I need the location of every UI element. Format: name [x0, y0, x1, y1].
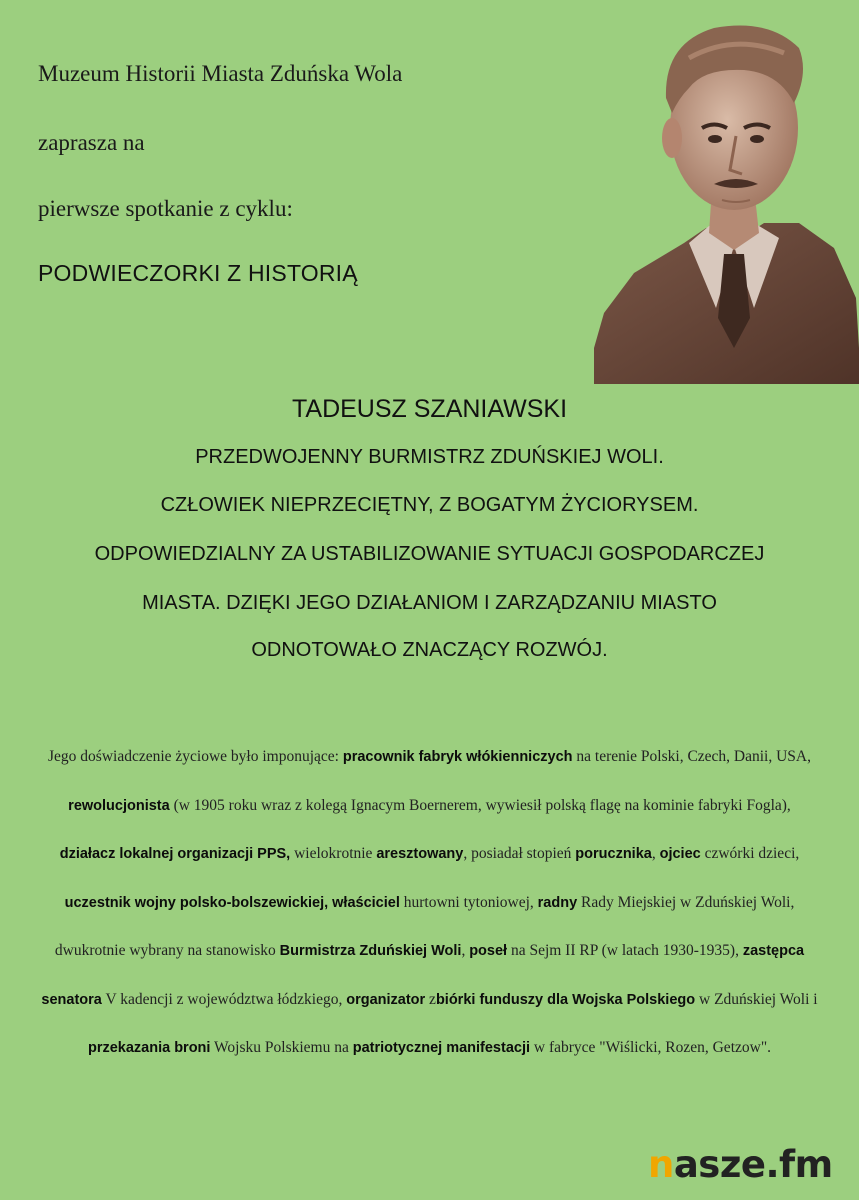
headline-line: ODPOWIEDZIALNY ZA USTABILIZOWANIE SYTUACJI GOSPODARCZEJ	[94, 543, 765, 565]
bio-text: Rady Miejskiej w Zduńskiej Woli, dwukrotnie wybrany na stanowisko	[54, 893, 795, 959]
bio-text: , posiadał stopień	[463, 845, 576, 862]
bio-highlight: przekazania broni	[87, 1040, 211, 1056]
portrait-icon	[594, 18, 859, 384]
bio-text: ,	[461, 942, 470, 959]
bio-text: na terenie Polski, Czech, Danii, USA,	[572, 748, 811, 765]
headline-line: MIASTA. DZIĘKI JEGO DZIAŁANIOM I ZARZĄDZANIU MIASTO	[142, 592, 717, 614]
bio-highlight: pracownik fabryk włókienniczych	[342, 749, 573, 765]
bio-highlight: rewolucjonista	[68, 797, 170, 814]
nasze-fm-logo	[648, 1143, 833, 1187]
bio-text: z	[425, 990, 436, 1008]
logo-accent-letter: n	[648, 1143, 674, 1186]
bio-highlight: radny	[537, 894, 578, 911]
museum-name: Muzeum Historii Miasta Zduńska Wola	[38, 61, 403, 86]
headline-line: PRZEDWOJENNY BURMISTRZ ZDUŃSKIEJ WOLI.	[195, 446, 664, 468]
headline-line: ODNOTOWAŁO ZNACZĄCY ROZWÓJ.	[251, 639, 608, 661]
bio-highlight: poseł	[469, 943, 508, 959]
invites-text: zaprasza na	[38, 130, 145, 155]
bio-highlight: uczestnik wojny polsko-bolszewickiej, właściciel	[64, 894, 400, 911]
bio-highlight: aresztowany	[376, 846, 464, 862]
logo-text: asze.fm	[673, 1143, 833, 1186]
bio-highlight: działacz lokalnej organizacji PPS,	[59, 846, 291, 862]
bio-highlight: patriotycznej manifestacji	[352, 1040, 531, 1056]
person-name: TADEUSZ SZANIAWSKI	[291, 395, 568, 423]
bio-highlight: organizator	[346, 991, 426, 1008]
bio-text: hurtowni tytoniowej,	[399, 893, 538, 911]
bio-text: (w 1905 roku wraz z kolegą Ignacym Boernerem, wywiesił polską flagę na kominie fabryki Fogla),	[169, 796, 791, 814]
portrait-photo	[594, 18, 859, 384]
bio-highlight: biórki funduszy dla Wojska Polskiego	[435, 991, 696, 1008]
bio-text: V kadencji z województwa łódzkiego,	[101, 990, 347, 1008]
bio-text: czwórki dzieci,	[700, 845, 800, 862]
bio-text: wielokrotnie	[290, 845, 377, 862]
bio-text: w fabryce "Wiślicki, Rozen, Getzow".	[530, 1039, 772, 1056]
bio-highlight: porucznika	[575, 846, 652, 862]
biography-paragraph	[40, 733, 819, 1073]
bio-text: ,	[651, 845, 660, 862]
bio-text: w Zduńskiej Woli i	[695, 990, 818, 1008]
bio-highlight: zastępca senatora	[41, 943, 805, 1008]
first-meeting-text: pierwsze spotkanie z cyklu:	[38, 196, 293, 221]
bio-highlight: ojciec	[659, 846, 701, 862]
bio-text: na Sejm II RP (w latach 1930-1935),	[507, 942, 743, 959]
bio-text: Jego doświadczenie życiowe było imponujące:	[48, 748, 343, 765]
cycle-title: PODWIECZORKI Z HISTORIĄ	[38, 260, 358, 286]
headline-line: CZŁOWIEK NIEPRZECIĘTNY, Z BOGATYM ŻYCIORYSEM.	[160, 494, 699, 516]
bio-text: Wojsku Polskiemu na	[210, 1039, 353, 1056]
bio-highlight: Burmistrza Zduńskiej Woli	[279, 943, 462, 959]
